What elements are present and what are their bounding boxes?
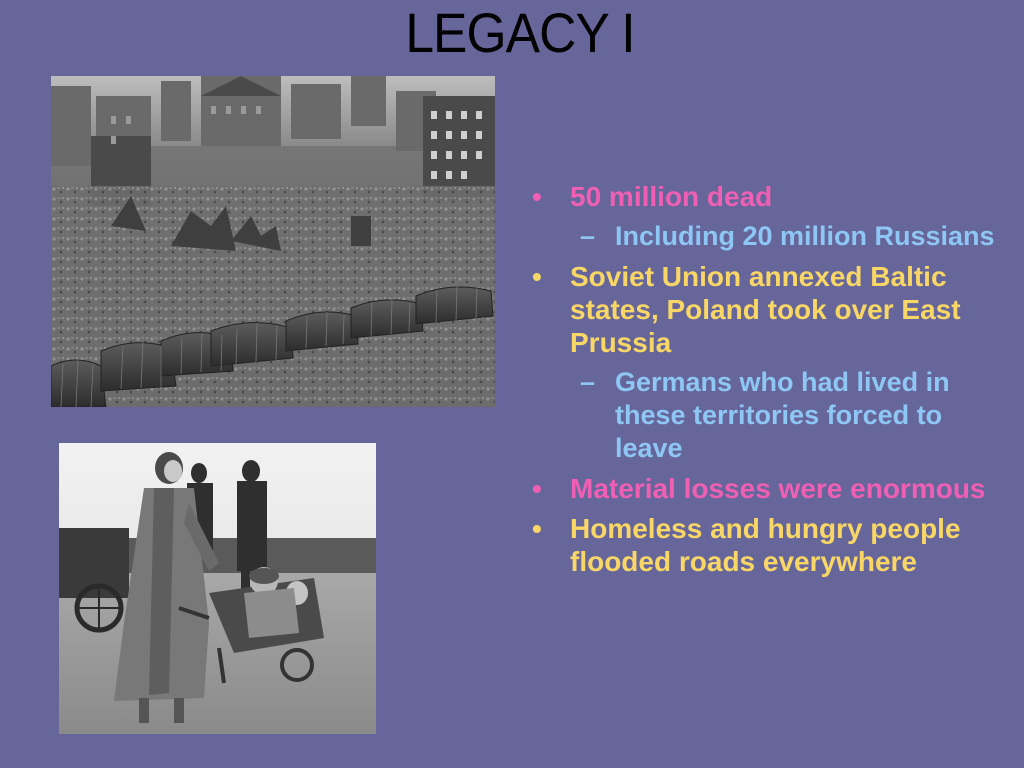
sub-bullet-marker: – xyxy=(580,221,596,251)
sub-bullet-text: Germans who had lived in these territories forced to leave xyxy=(615,367,950,463)
sub-bullet-item xyxy=(530,220,1010,253)
refugees-photo-image xyxy=(59,443,376,734)
bullet-marker: • xyxy=(532,513,542,544)
refugees-photo xyxy=(59,443,376,734)
bullet-item xyxy=(530,180,1010,213)
bullet-marker: • xyxy=(532,181,542,212)
bullet-marker: • xyxy=(532,261,542,292)
ruins-photo-image xyxy=(51,76,495,407)
ruins-photo xyxy=(51,76,495,407)
bullet-item xyxy=(530,260,1010,359)
sub-bullet-text: Including 20 million Russians xyxy=(615,221,995,251)
sub-bullet-item xyxy=(530,366,1010,465)
slide-title: LEGACY I xyxy=(405,1,635,64)
bullet-item xyxy=(530,512,1010,578)
bullet-list xyxy=(530,180,1010,585)
sub-bullet-marker: – xyxy=(580,367,596,397)
bullet-text: 50 million dead xyxy=(570,181,773,212)
bullet-text: Homeless and hungry people flooded roads everywhere xyxy=(570,513,961,577)
bullet-marker: • xyxy=(532,473,542,504)
bullet-text: Material losses were enormous xyxy=(570,473,986,504)
bullet-item xyxy=(530,472,1010,505)
bullet-text: Soviet Union annexed Baltic states, Poland took over East Prussia xyxy=(570,261,961,358)
